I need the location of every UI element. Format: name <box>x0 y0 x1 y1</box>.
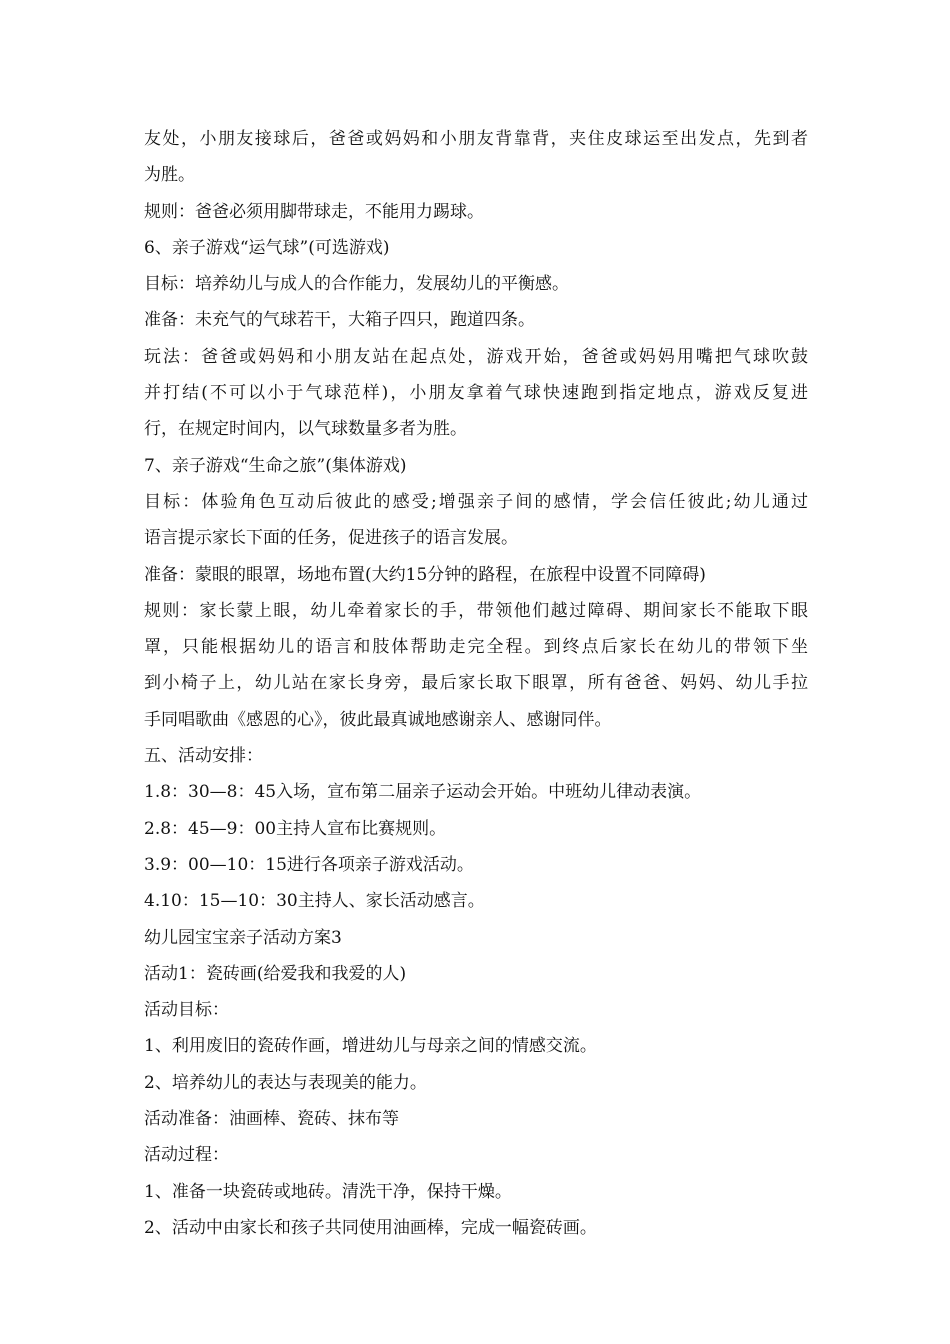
text-line: 准备：未充气的气球若干，大箱子四只，跑道四条。 <box>144 310 535 331</box>
text-line: 并打结(不可以小于气球范样)，小朋友拿着气球快速跑到指定地点，游戏反复进 <box>144 383 808 404</box>
text-line: 7、亲子游戏“生命之旅”(集体游戏) <box>144 455 407 476</box>
text-line: 准备：蒙眼的眼罩，场地布置(大约15分钟的路程，在旅程中设置不同障碍) <box>144 564 706 585</box>
text-line: 目标：体验角色互动后彼此的感受;增强亲子间的感情，学会信任彼此;幼儿通过 <box>144 491 808 512</box>
text-line: 1.8：30—8：45入场，宣布第二届亲子运动会开始。中班幼儿律动表演。 <box>144 782 702 803</box>
text-line: 规则：爸爸必须用脚带球走，不能用力踢球。 <box>144 201 484 222</box>
text-line: 到小椅子上，幼儿站在家长身旁，最后家长取下眼罩，所有爸爸、妈妈、幼儿手拉 <box>144 673 808 694</box>
text-line: 五、活动安排： <box>144 746 263 767</box>
text-line: 为胜。 <box>144 165 195 186</box>
text-line: 6、亲子游戏“运气球”(可选游戏) <box>144 237 390 258</box>
text-line: 友处，小朋友接球后，爸爸或妈妈和小朋友背靠背，夹住皮球运至出发点，先到者 <box>144 129 808 149</box>
text-line: 3.9：00—10：15进行各项亲子游戏活动。 <box>144 854 474 875</box>
text-line: 目标：培养幼儿与成人的合作能力，发展幼儿的平衡感。 <box>144 274 569 295</box>
text-line: 活动准备：油画棒、瓷砖、抹布等 <box>144 1109 399 1130</box>
text-line: 活动1：瓷砖画(给爱我和我爱的人) <box>144 963 407 984</box>
text-line: 语言提示家长下面的任务，促进孩子的语言发展。 <box>144 528 518 549</box>
text-line: 罩，只能根据幼儿的语言和肢体帮助走完全程。到终点后家长在幼儿的带领下坐 <box>144 637 808 658</box>
text-line: 幼儿园宝宝亲子活动方案3 <box>144 927 342 948</box>
text-line: 1、准备一块瓷砖或地砖。清洗干净，保持干燥。 <box>144 1181 512 1202</box>
text-line: 活动目标： <box>144 1000 229 1021</box>
text-line: 玩法：爸爸或妈妈和小朋友站在起点处，游戏开始，爸爸或妈妈用嘴把气球吹鼓 <box>144 346 808 367</box>
text-line: 2.8：45—9：00主持人宣布比赛规则。 <box>144 818 447 839</box>
text-line: 行，在规定时间内，以气球数量多者为胜。 <box>144 419 467 440</box>
text-line: 2、活动中由家长和孩子共同使用油画棒，完成一幅瓷砖画。 <box>144 1217 597 1238</box>
text-line: 4.10：15—10：30主持人、家长活动感言。 <box>144 891 485 912</box>
text-line: 2、培养幼儿的表达与表现美的能力。 <box>144 1072 427 1093</box>
document-body <box>144 121 808 1246</box>
text-line: 规则：家长蒙上眼，幼儿牵着家长的手，带领他们越过障碍、期间家长不能取下眼 <box>144 600 808 621</box>
text-line: 活动过程： <box>144 1145 229 1166</box>
text-line: 1、利用废旧的瓷砖作画，增进幼儿与母亲之间的情感交流。 <box>144 1036 597 1057</box>
text-line: 手同唱歌曲《感恩的心》，彼此最真诚地感谢亲人、感谢同伴。 <box>144 709 612 730</box>
